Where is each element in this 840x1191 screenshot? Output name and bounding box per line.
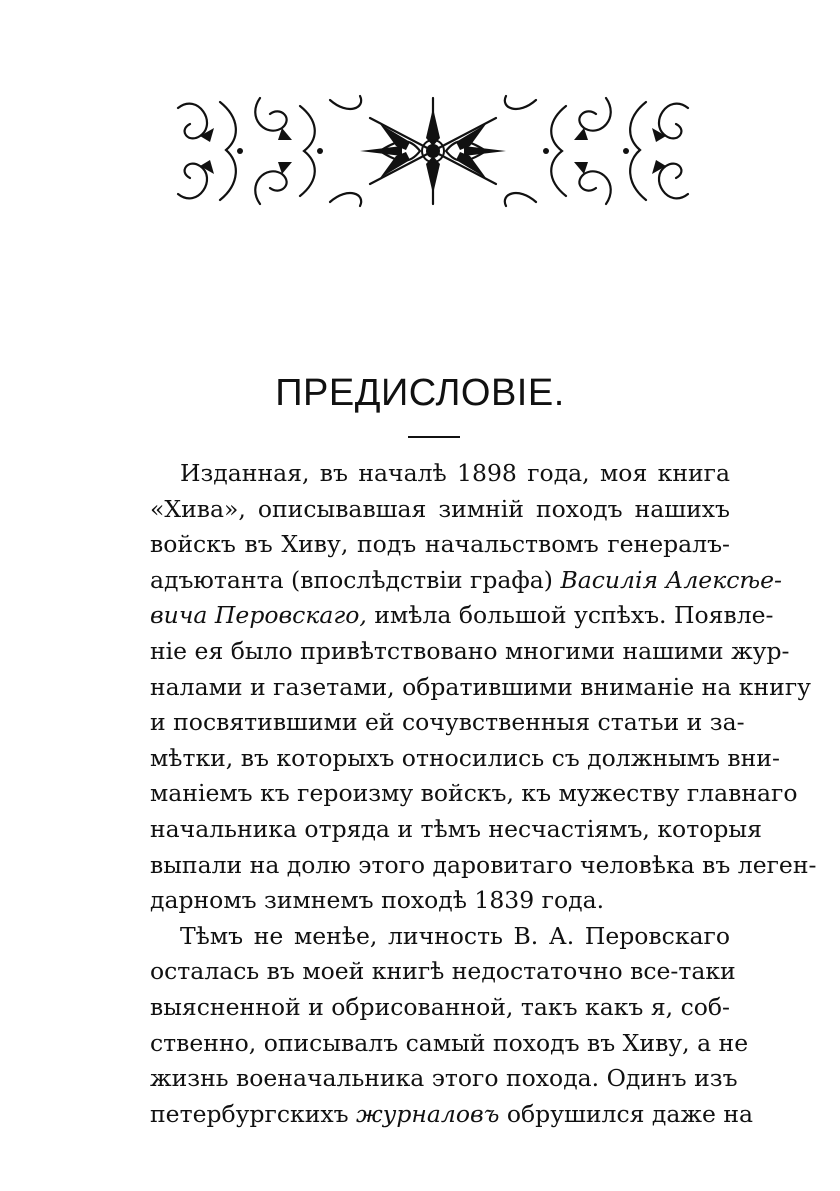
text-line: «Хива», описывавшая зимній походъ нашихъ [150, 494, 730, 523]
text-line: выпали на долю этого даровитаго человѣка въ леген- [150, 850, 817, 879]
text-line: жизнь военачальника этого похода. Одинъ изъ [150, 1064, 738, 1093]
text-line: ственно, описывалъ самый походъ въ Хиву, а не [150, 1028, 749, 1057]
text-line: ніе ея было привѣтствовано многими нашими жур- [150, 636, 790, 665]
text-line: выясненной и обрисованной, такъ какъ я, соб- [150, 992, 730, 1021]
text-line: войскъ въ Хиву, подъ начальствомъ генералъ- [150, 530, 730, 559]
page-title: ПРЕДИСЛОВІЕ. [275, 372, 565, 414]
text-line: Изданная, въ началѣ 1898 года, моя книга [180, 459, 730, 487]
text-line: Тѣмъ не менѣе, личность В. А. Перовскаго [180, 921, 730, 950]
text-line: и посвятившими ей сочувственныя статьи и за- [150, 708, 745, 737]
text-line: налами и газетами, обратившими вниманіе на книгу [150, 672, 811, 701]
text-line: петербургскихъ журналовъ обрушился даже на [150, 1099, 754, 1128]
paragraph-2 [150, 919, 754, 1133]
text-line: начальника отряда и тѣмъ несчастіямъ, которыя [150, 814, 762, 843]
title-divider [408, 436, 460, 438]
text-line: вича Перовскаго, имѣла большой успѣхъ. Появле- [150, 601, 774, 630]
ornamental-headpiece [170, 88, 696, 214]
text-line: дарномъ зимнемъ походѣ 1839 года. [150, 886, 605, 915]
paragraph-1 [150, 456, 817, 919]
preface-text [150, 456, 817, 1132]
text-line: адъютанта (впослѣдствіи графа) Василія Алексѣе- [150, 565, 782, 594]
text-line: осталась въ моей книгѣ недостаточно все-таки [150, 957, 736, 986]
text-line: маніемъ къ героизму войскъ, къ мужеству главнаго [150, 779, 798, 808]
text-line: мѣтки, въ которыхъ относились съ должнымъ вни- [150, 743, 780, 772]
